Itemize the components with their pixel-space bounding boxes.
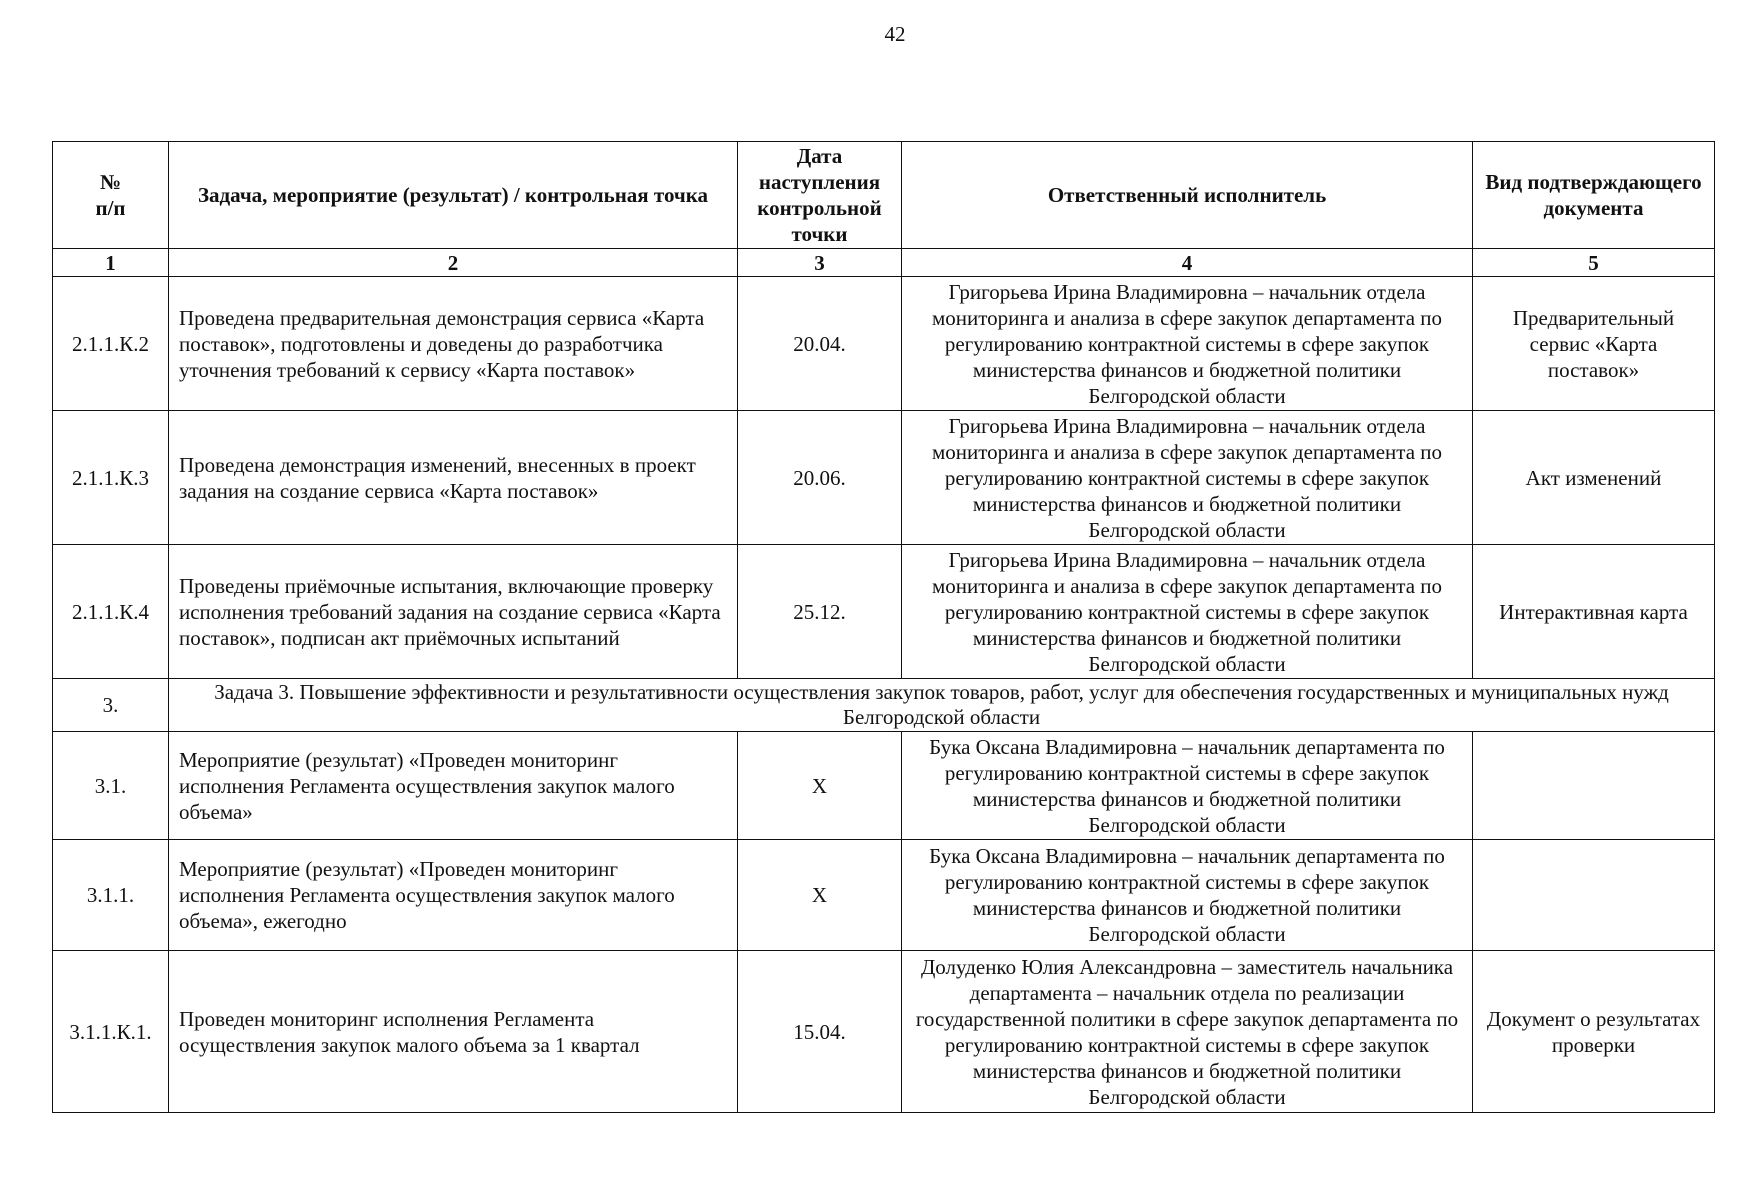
header-date: Дата наступления контрольной точки	[738, 142, 902, 249]
column-number: 2	[169, 249, 738, 277]
row-responsible: Бука Оксана Владимировна – начальник департамента по регулированию контрактной системы в сфере закупок министерства финансов и бюджетной политики Белгородской области	[902, 840, 1473, 951]
header-number: № п/п	[53, 142, 169, 249]
row-date: Х	[738, 840, 902, 951]
column-number: 1	[53, 249, 169, 277]
row-document	[1473, 840, 1715, 951]
row-date: 25.12.	[738, 545, 902, 679]
page-number: 42	[884, 22, 906, 46]
row-number: 2.1.1.К.2	[53, 277, 169, 411]
column-number: 3	[738, 249, 902, 277]
row-document	[1473, 732, 1715, 840]
column-number: 4	[902, 249, 1473, 277]
column-number: 5	[1473, 249, 1715, 277]
row-document: Документ о результатах проверки	[1473, 951, 1715, 1113]
row-document: Предварительный сервис «Карта поставок»	[1473, 277, 1715, 411]
row-task: Проведен мониторинг исполнения Регламента осуществления закупок малого объема за 1 квартал	[169, 951, 738, 1113]
row-date: 20.06.	[738, 411, 902, 545]
row-responsible: Бука Оксана Владимировна – начальник департамента по регулированию контрактной системы в сфере закупок министерства финансов и бюджетной политики Белгородской области	[902, 732, 1473, 840]
row-task: Проведена демонстрация изменений, внесенных в проект задания на создание сервиса «Карта поставок»	[169, 411, 738, 545]
control-points-table	[52, 141, 1715, 1113]
row-date: Х	[738, 732, 902, 840]
header-document: Вид подтверждающего документа	[1473, 142, 1715, 249]
row-number: 2.1.1.К.4	[53, 545, 169, 679]
task-title: Задача 3. Повышение эффективности и результативности осуществления закупок товаров, работ, услуг для обеспечения государственных и муниципальных нужд Белгородской области	[169, 679, 1715, 732]
row-number: 3.1.1.К.1.	[53, 951, 169, 1113]
row-document: Акт изменений	[1473, 411, 1715, 545]
header-responsible: Ответственный исполнитель	[902, 142, 1473, 249]
row-task: Проведена предварительная демонстрация сервиса «Карта поставок», подготовлены и доведены до разработчика уточнения требований к сервису «Карта поставок»	[169, 277, 738, 411]
row-responsible: Григорьева Ирина Владимировна – начальник отдела мониторинга и анализа в сфере закупок департамента по регулированию контрактной системы в сфере закупок министерства финансов и бюджетной политики Белгородской области	[902, 545, 1473, 679]
row-date: 20.04.	[738, 277, 902, 411]
row-responsible: Долуденко Юлия Александровна – заместитель начальника департамента – начальник отдела по реализации государственной политики в сфере закупок департамента по регулированию контрактной системы в сфере закупок министерства финансов и бюджетной политики Белгородской области	[902, 951, 1473, 1113]
table-row	[53, 840, 1715, 951]
row-task: Проведены приёмочные испытания, включающие проверку исполнения требований задания на создание сервиса «Карта поставок», подписан акт приёмочных испытаний	[169, 545, 738, 679]
table-row	[53, 411, 1715, 545]
table-row	[53, 277, 1715, 411]
row-number: 3.1.	[53, 732, 169, 840]
row-task: Мероприятие (результат) «Проведен мониторинг исполнения Регламента осуществления закупок малого объема», ежегодно	[169, 840, 738, 951]
table-row	[53, 951, 1715, 1113]
row-task: Мероприятие (результат) «Проведен мониторинг исполнения Регламента осуществления закупок малого объема»	[169, 732, 738, 840]
row-number: 2.1.1.К.3	[53, 411, 169, 545]
row-responsible: Григорьева Ирина Владимировна – начальник отдела мониторинга и анализа в сфере закупок департамента по регулированию контрактной системы в сфере закупок министерства финансов и бюджетной политики Белгородской области	[902, 277, 1473, 411]
row-number: 3.	[53, 679, 169, 732]
row-responsible: Григорьева Ирина Владимировна – начальник отдела мониторинга и анализа в сфере закупок департамента по регулированию контрактной системы в сфере закупок министерства финансов и бюджетной политики Белгородской области	[902, 411, 1473, 545]
table-row	[53, 732, 1715, 840]
table-header-row	[53, 142, 1715, 249]
header-task: Задача, мероприятие (результат) / контрольная точка	[169, 142, 738, 249]
row-date: 15.04.	[738, 951, 902, 1113]
task-title-row	[53, 679, 1715, 732]
row-number: 3.1.1.	[53, 840, 169, 951]
table-row	[53, 545, 1715, 679]
row-document: Интерактивная карта	[1473, 545, 1715, 679]
column-numbers-row	[53, 249, 1715, 277]
